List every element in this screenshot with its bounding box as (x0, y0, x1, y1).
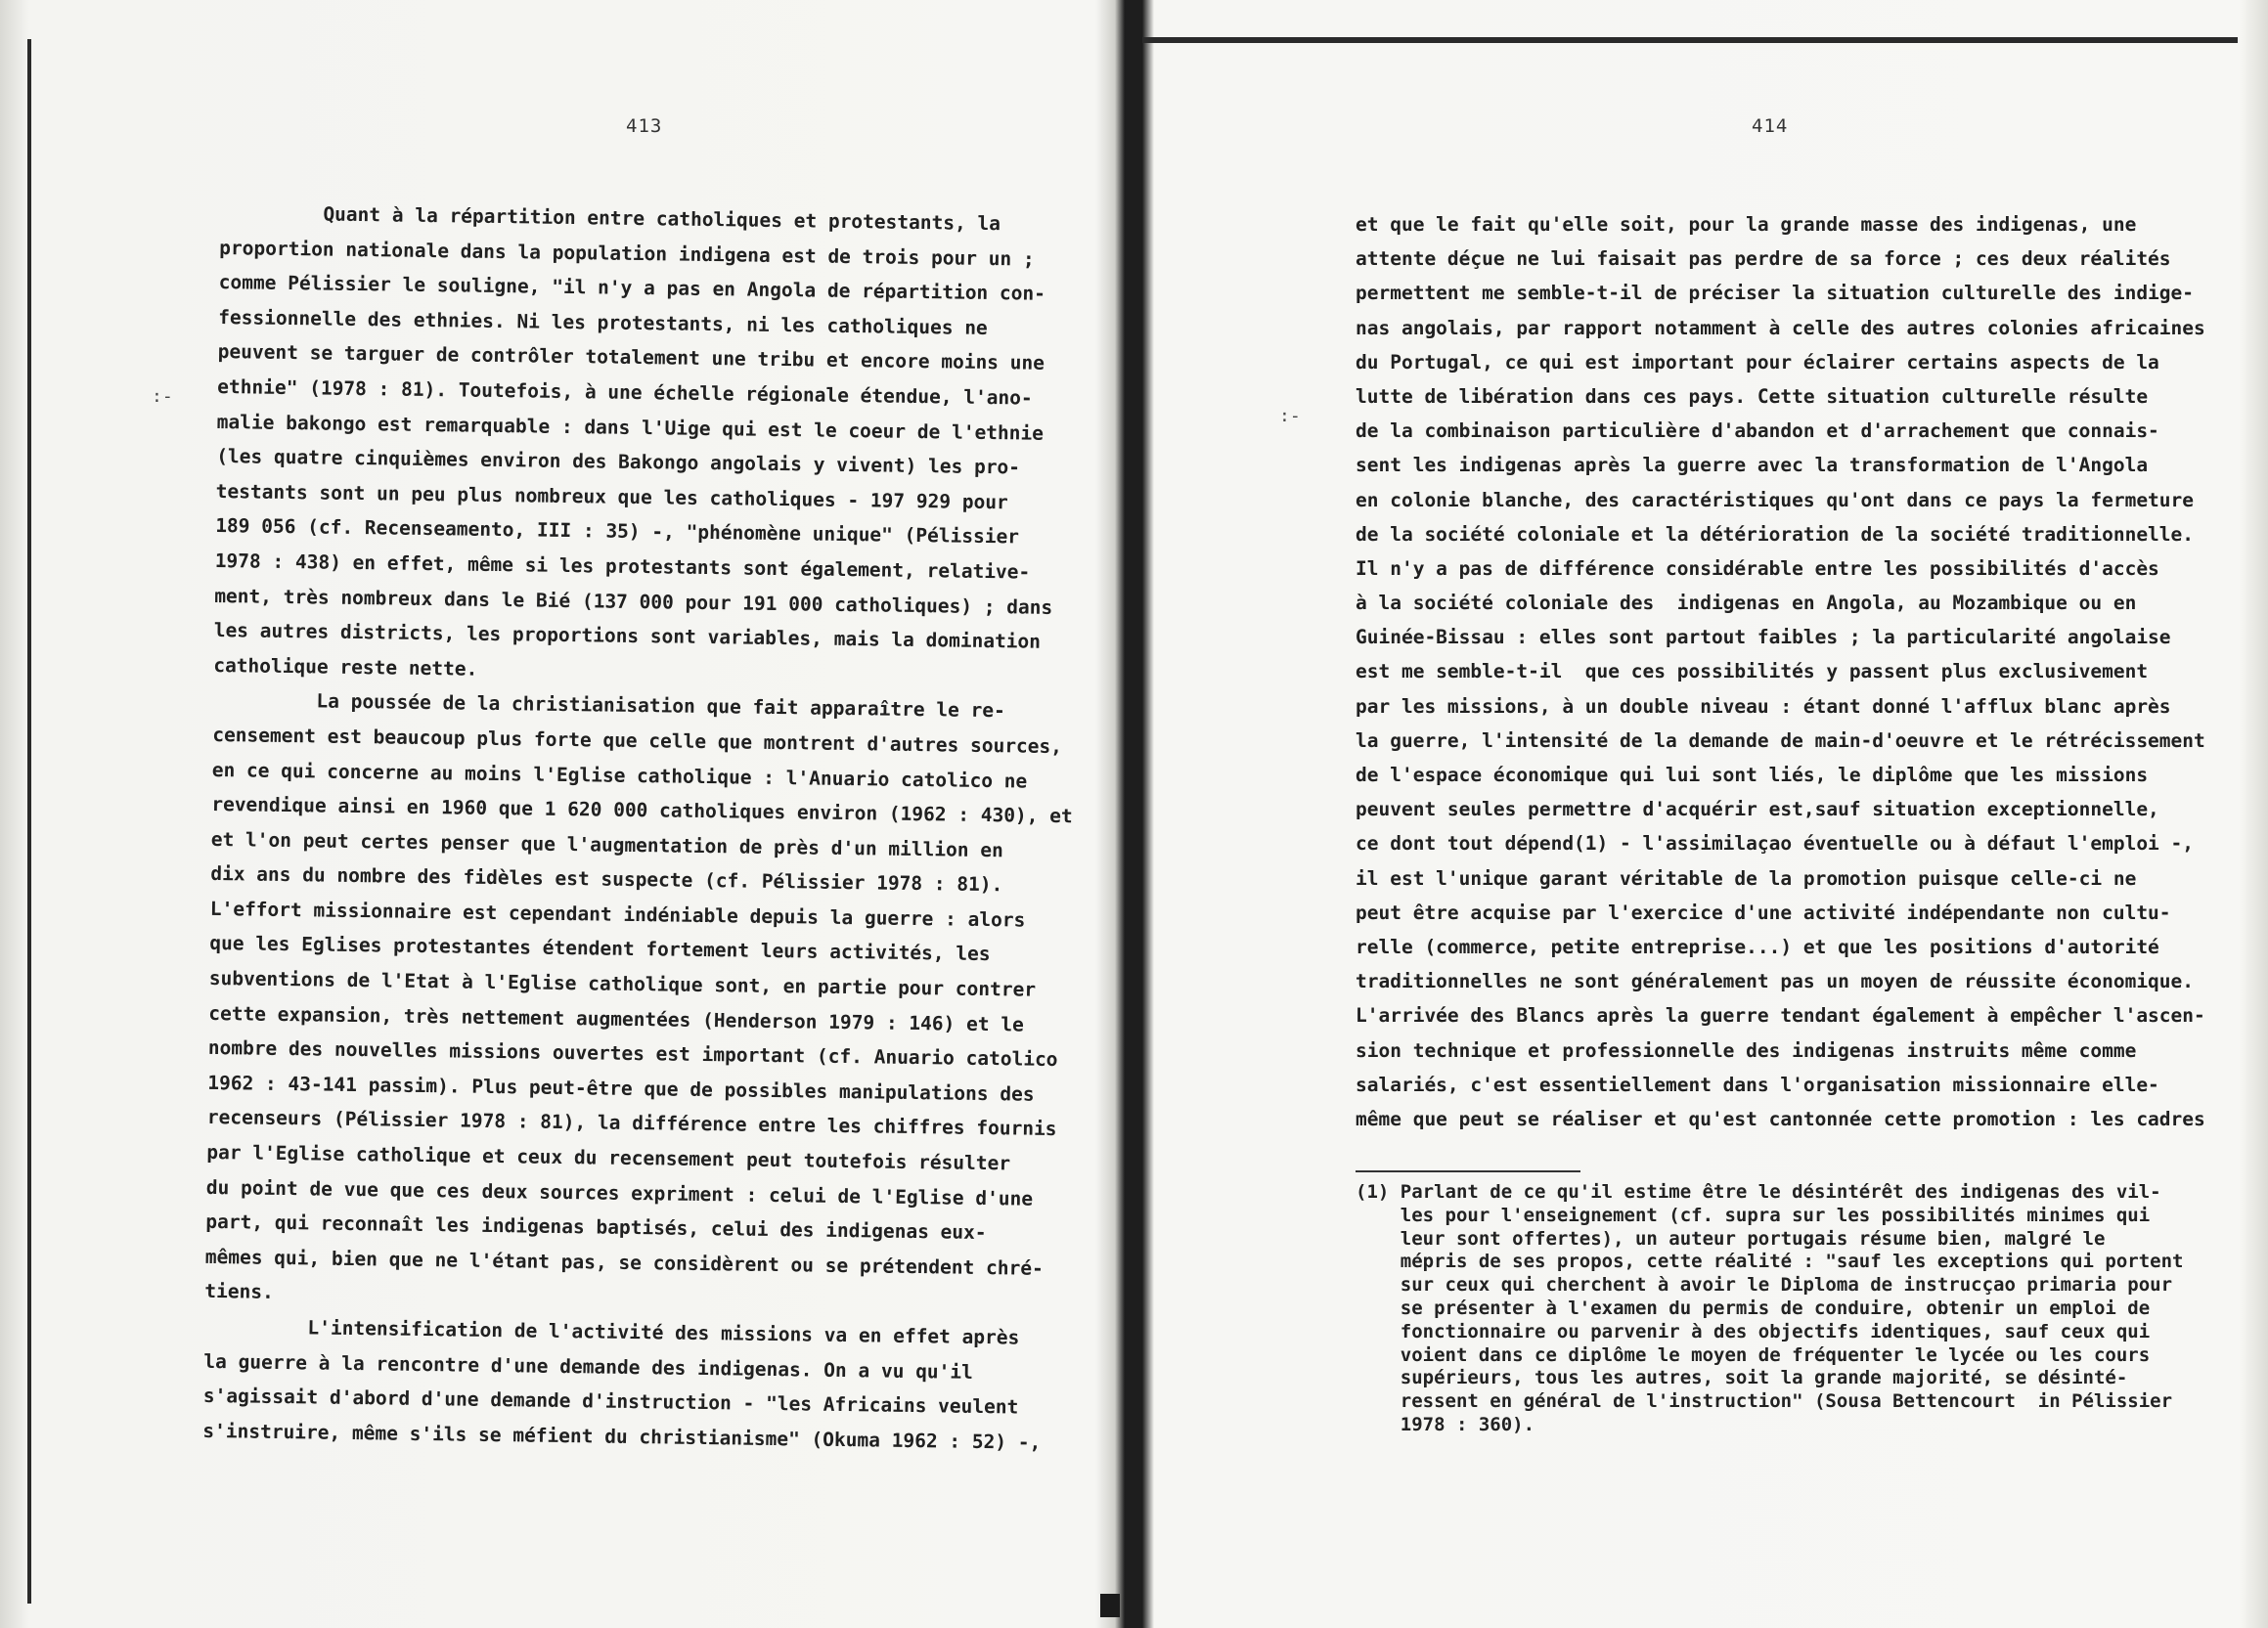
text-line: part, qui reconnaît les indigenas baptisés, celui des indigenas eux- (205, 1210, 987, 1245)
text-line: tiens. (204, 1280, 274, 1304)
text-line: salariés, c'est essentiellement dans l'organisation missionnaire elle- (1356, 1073, 2159, 1096)
text-line: L'intensification de l'activité des missions va en effet après (203, 1314, 1020, 1349)
right-margin-mark: :- (1279, 406, 1301, 426)
text-line: relle (commerce, petite entreprise...) et que les positions d'autorité (1356, 935, 2159, 958)
text-line: les pour l'enseignement (cf. supra sur les possibilités minimes qui (1356, 1204, 2151, 1226)
text-line: de la combinaison particulière d'abandon et d'arrachement que connais- (1356, 419, 2159, 443)
text-line: peuvent se targuer de contrôler totalement une tribu et encore moins une (217, 340, 1045, 375)
right-page-body (1356, 207, 2205, 1136)
text-line: la guerre à la rencontre d'une demande des indigenas. On a vu qu'il (203, 1349, 974, 1384)
text-line: mépris de ses propos, cette réalité : "sauf les exceptions qui portent (1356, 1251, 2184, 1273)
text-line: fonctionnaire ou parvenir à des objectifs identiques, sauf ceux qui (1356, 1320, 2151, 1342)
text-line: ethnie" (1978 : 81). Toutefois, à une échelle régionale étendue, l'ano- (217, 374, 1033, 410)
footnote (1356, 1181, 2183, 1437)
text-line: lutte de libération dans ces pays. Cette situation culturelle résulte (1356, 384, 2149, 408)
text-line: supérieurs, tous les autres, soit la grande majorité, se désinté- (1356, 1367, 2128, 1389)
text-line: par les missions, à un double niveau : étant donné l'afflux blanc après (1356, 694, 2171, 718)
text-line: ressent en général de l'instruction" (Sousa Bettencourt in Pélissier (1356, 1390, 2173, 1413)
text-line: même que peut se réaliser et qu'est cantonnée cette promotion : les cadres (1356, 1107, 2205, 1130)
text-line: Quant à la répartition entre catholiques et protestants, la (219, 200, 1001, 236)
right-page-number: 414 (1752, 115, 1789, 137)
text-line: dix ans du nombre des fidèles est suspecte (cf. Pélissier 1978 : 81). (210, 862, 1003, 897)
text-line: traditionnelles ne sont généralement pas un moyen de réussite économique. (1356, 970, 2195, 993)
text-line: peut être acquise par l'exercice d'une activité indépendante non cultu- (1356, 901, 2171, 924)
text-line: voient dans ce diplôme le moyen de fréquenter le lycée ou les cours (1356, 1343, 2151, 1366)
text-line: et l'on peut certes penser que l'augmentation de près d'un million en (210, 827, 1003, 861)
text-line: 189 056 (cf. Recenseamento, III : 35) -, "phénomène unique" (Pélissier (215, 514, 1020, 549)
text-line: censement est beaucoup plus forte que celle que montrent d'autres sources, (212, 723, 1063, 758)
text-line: du point de vue que ces deux sources expriment : celui de l'Eglise d'une (205, 1175, 1034, 1210)
text-line: attente déçue ne lui faisait pas perdre de sa force ; ces deux réalités (1356, 247, 2171, 271)
left-margin-mark: :- (152, 386, 173, 407)
right-page (1142, 0, 2268, 1628)
text-line: les autres districts, les proportions sont variables, mais la domination (213, 619, 1042, 653)
text-line: revendique ainsi en 1960 que 1 620 000 catholiques environ (1962 : 430), et (211, 793, 1073, 828)
text-line: s'instruire, même s'ils se méfient du christianisme" (Okuma 1962 : 52) -, (202, 1419, 1042, 1454)
text-line: peuvent seules permettre d'acquérir est,sauf situation exceptionnelle, (1356, 798, 2159, 821)
text-line: 1978 : 438) en effet, même si les protestants sont également, relative- (214, 549, 1031, 584)
text-line: et que le fait qu'elle soit, pour la grande masse des indigenas, une (1356, 213, 2137, 236)
text-line: du Portugal, ce qui est important pour éclairer certains aspects de la (1356, 350, 2159, 374)
text-line: en ce qui concerne au moins l'Eglise catholique : l'Anuario catolico ne (211, 758, 1028, 793)
text-line: de l'espace économique qui lui sont liés, le diplôme que les missions (1356, 764, 2149, 786)
text-line: la guerre, l'intensité de la demande de main-d'oeuvre et le rétrécissement (1356, 728, 2205, 752)
text-line: se présenter à l'examen du permis de conduire, obtenir un emploi de (1356, 1297, 2151, 1319)
text-line: 1978 : 360). (1356, 1413, 1535, 1435)
text-line: ce dont tout dépend(1) - l'assimilaçao éventuelle ou à défaut l'emploi -, (1356, 832, 2195, 856)
text-line: testants sont un peu plus nombreux que les catholiques - 197 929 pour (215, 479, 1008, 514)
text-line: malie bakongo est remarquable : dans l'Uige qui est le coeur de l'ethnie (216, 410, 1045, 445)
text-line: 1962 : 43-141 passim). Plus peut-être que de possibles manipulations des (207, 1071, 1035, 1106)
text-line: en colonie blanche, des caractéristiques qu'ont dans ce pays la fermeture (1356, 488, 2195, 511)
text-line: (les quatre cinquièmes environ des Bakongo angolais y vivent) les pro- (216, 445, 1021, 479)
left-page-number: 413 (626, 115, 663, 137)
text-line: subventions de l'Etat à l'Eglise catholique sont, en partie pour contrer (208, 966, 1037, 1001)
text-line: cette expansion, très nettement augmentées (Henderson 1979 : 146) et le (208, 1001, 1024, 1036)
text-line: nombre des nouvelles missions ouvertes est important (cf. Anuario catolico (207, 1036, 1058, 1072)
text-line: L'effort missionnaire est cependant indéniable depuis la guerre : alors (209, 897, 1026, 932)
text-line: sur ceux qui cherchent à avoir le Diploma de instrucçao primaria pour (1356, 1274, 2173, 1297)
left-page (0, 0, 1123, 1628)
text-line: Guinée-Bissau : elles sont partout faibles ; la particularité angolaise (1356, 626, 2171, 649)
text-line: L'arrivée des Blancs après la guerre tendant également à empêcher l'ascen- (1356, 1004, 2205, 1028)
text-line: leur sont offertes), un auteur portugais résume bien, malgré le (1356, 1227, 2106, 1250)
text-line: recenseurs (Pélissier 1978 : 81), la différence entre les chiffres fournis (206, 1106, 1057, 1141)
footnote-rule (1356, 1170, 1580, 1172)
text-line: il est l'unique garant véritable de la promotion puisque celle-ci ne (1356, 866, 2137, 890)
text-line: par l'Eglise catholique et ceux du recensement peut toutefois résulter (206, 1140, 1011, 1175)
text-line: à la société coloniale des indigenas en Angola, au Mozambique ou en (1356, 592, 2137, 615)
text-line: permettent me semble-t-il de préciser la situation culturelle des indige- (1356, 282, 2195, 305)
text-line: catholique reste nette. (213, 653, 478, 681)
left-page-body (202, 196, 1081, 1461)
text-line: proportion nationale dans la population indigena est de trois pour un ; (219, 236, 1035, 271)
text-line: sent les indigenas après la guerre avec la transformation de l'Angola (1356, 454, 2149, 477)
text-line: mêmes qui, bien que ne l'étant pas, se considèrent ou se prétendent chré- (204, 1245, 1044, 1280)
text-line: Il n'y a pas de différence considérable entre les possibilités d'accès (1356, 556, 2159, 580)
text-line: ment, très nombreux dans le Bié (137 000 pour 191 000 catholiques) ; dans (214, 584, 1053, 619)
text-line: de la société coloniale et la détérioration de la société traditionnelle. (1356, 522, 2195, 546)
text-line: nas angolais, par rapport notamment à celle des autres colonies africaines (1356, 316, 2205, 339)
text-line: La poussée de la christianisation que fait apparaître le re- (212, 688, 1005, 723)
text-line: que les Eglises protestantes étendent fortement leurs activités, les (209, 932, 991, 966)
text-line: fessionnelle des ethnies. Ni les protestants, ni les catholiques ne (218, 305, 988, 339)
text-line: est me semble-t-il que ces possibilités y passent plus exclusivement (1356, 660, 2149, 683)
text-line: sion technique et professionnelle des indigenas instruits même comme (1356, 1038, 2137, 1062)
text-line: comme Pélissier le souligne, "il n'y a pas en Angola de répartition con- (218, 271, 1046, 305)
text-line: (1) Parlant de ce qu'il estime être le désintérêt des indigenas des vil- (1356, 1181, 2161, 1203)
text-line: s'agissait d'abord d'une demande d'instruction - "les Africains veulent (202, 1385, 1019, 1419)
